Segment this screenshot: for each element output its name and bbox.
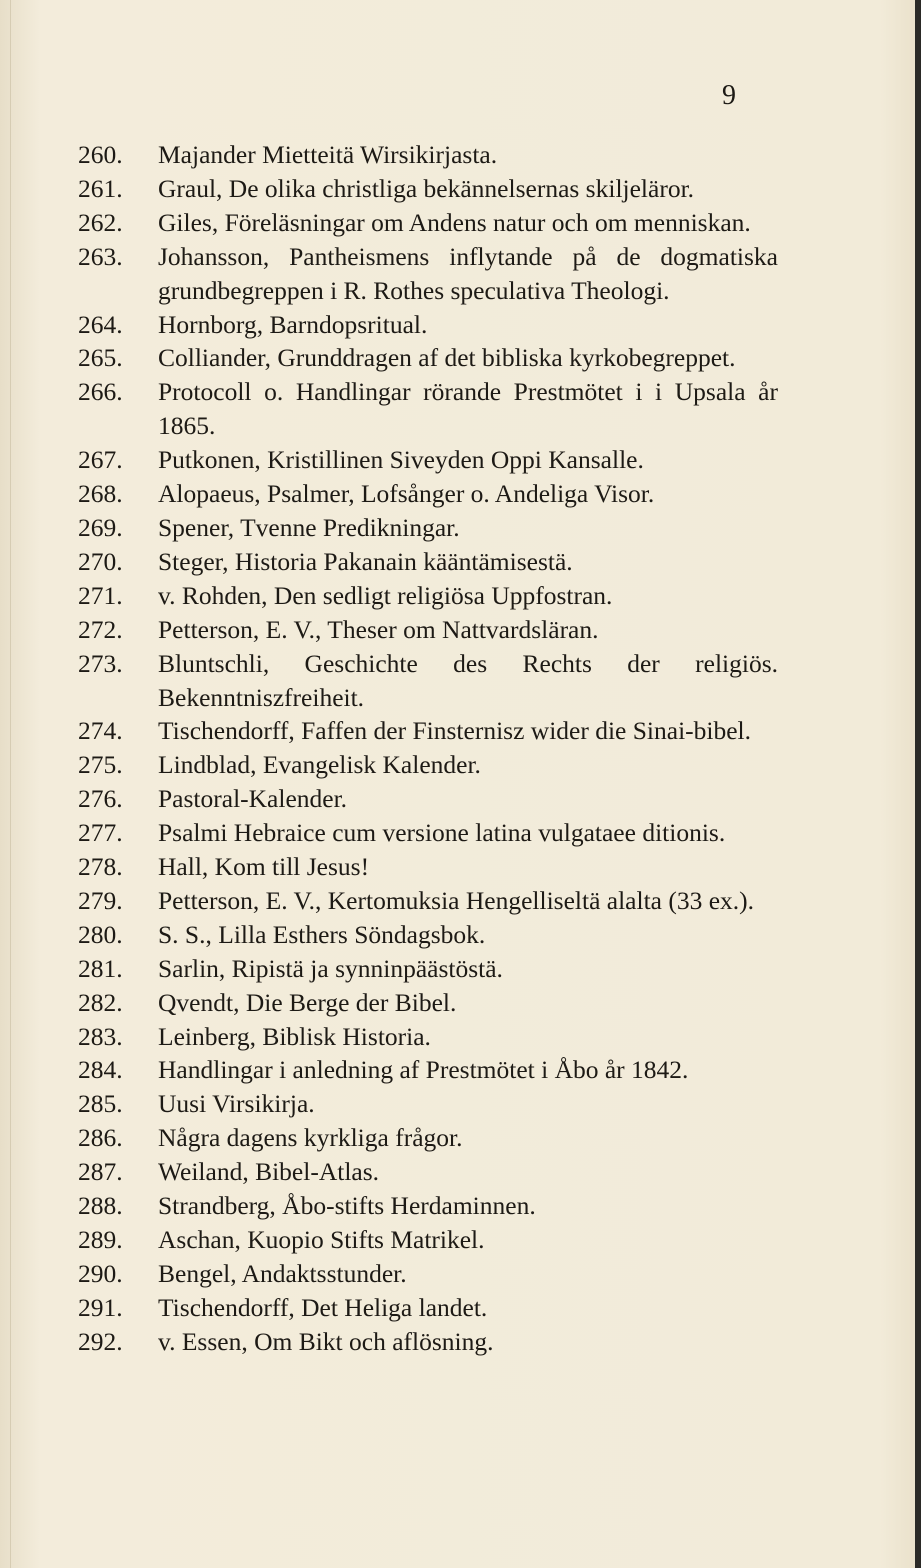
entry-text: Några dagens kyrkliga frågor. bbox=[158, 1123, 463, 1153]
entry-text: Majander Mietteitä Wirsikirjasta. bbox=[158, 140, 498, 169]
entry-number: 264. bbox=[78, 309, 123, 339]
entry-number: 288. bbox=[78, 1191, 123, 1221]
entry-number: 261. bbox=[78, 173, 123, 203]
list-item bbox=[78, 545, 778, 579]
list-item bbox=[78, 172, 778, 206]
list-item bbox=[78, 375, 778, 443]
entry-text: Lindblad, Evangelisk Kalender. bbox=[158, 750, 481, 780]
entry-number: 260. bbox=[78, 140, 123, 169]
entry-text: Weiland, Bibel-Atlas. bbox=[158, 1157, 380, 1187]
entry-number: 281. bbox=[78, 953, 123, 983]
entry-text: Tischendorff, Det Heliga landet. bbox=[158, 1292, 488, 1322]
entry-number: 278. bbox=[78, 852, 123, 882]
entry-text: Protocoll o. Handlingar rörande Prestmötet i i Upsala år 1865. bbox=[158, 377, 778, 441]
entry-number: 279. bbox=[78, 885, 123, 915]
list-item bbox=[78, 477, 778, 511]
entry-number: 292. bbox=[78, 1326, 123, 1356]
entry-number: 267. bbox=[78, 445, 123, 475]
entry-number: 269. bbox=[78, 512, 123, 542]
entry-number: 282. bbox=[78, 987, 123, 1017]
entry-number: 262. bbox=[78, 207, 123, 237]
list-item bbox=[78, 850, 778, 884]
entry-text: Strandberg, Åbo-stifts Herdaminnen. bbox=[158, 1191, 536, 1221]
entry-text: Psalmi Hebraice cum versione latina vulgataee ditionis. bbox=[158, 818, 726, 848]
entry-text: Hornborg, Barndopsritual. bbox=[158, 309, 428, 339]
entry-text: Pastoral-Kalender. bbox=[158, 784, 348, 814]
list-item bbox=[78, 206, 778, 240]
list-item bbox=[78, 816, 778, 850]
page-number: 9 bbox=[722, 80, 736, 111]
entry-text: v. Rohden, Den sedligt religiösa Uppfostran. bbox=[158, 580, 613, 610]
list-item bbox=[78, 918, 778, 952]
list-item bbox=[78, 782, 778, 816]
entry-text: Hall, Kom till Jesus! bbox=[158, 852, 370, 882]
list-item bbox=[78, 1325, 778, 1359]
list-item bbox=[78, 1155, 778, 1189]
entry-number: 284. bbox=[78, 1055, 123, 1085]
entry-text: Petterson, E. V., Kertomuksia Hengelliseltä alalta (33 ex.). bbox=[158, 885, 755, 915]
list-item bbox=[78, 1223, 778, 1257]
entry-text: Alopaeus, Psalmer, Lofsånger o. Andeliga Visor. bbox=[158, 479, 655, 509]
list-item bbox=[78, 952, 778, 986]
list-item bbox=[78, 714, 778, 748]
entry-text: Sarlin, Ripistä ja synninpäästöstä. bbox=[158, 953, 503, 983]
entry-text: Leinberg, Biblisk Historia. bbox=[158, 1021, 431, 1051]
page-edge-left bbox=[10, 0, 11, 1568]
entry-number: 275. bbox=[78, 750, 123, 780]
list-item bbox=[78, 138, 778, 172]
entry-number: 274. bbox=[78, 716, 123, 746]
entry-text: S. S., Lilla Esthers Söndagsbok. bbox=[158, 919, 486, 949]
entry-number: 286. bbox=[78, 1123, 123, 1153]
list-item bbox=[78, 748, 778, 782]
entry-number: 270. bbox=[78, 546, 123, 576]
list-item bbox=[78, 1291, 778, 1325]
entry-text: Spener, Tvenne Predikningar. bbox=[158, 512, 460, 542]
list-item bbox=[78, 1189, 778, 1223]
entry-number: 289. bbox=[78, 1225, 123, 1254]
list-item bbox=[78, 1257, 778, 1291]
entry-number: 287. bbox=[78, 1157, 123, 1187]
entry-number: 277. bbox=[78, 818, 123, 848]
entry-number: 266. bbox=[78, 377, 123, 407]
list-item bbox=[78, 443, 778, 477]
entry-text: Handlingar i anledning af Prestmötet i Åbo år 1842. bbox=[158, 1055, 689, 1085]
entry-number: 271. bbox=[78, 580, 123, 610]
entry-number: 291. bbox=[78, 1292, 123, 1322]
list-item bbox=[78, 308, 778, 342]
list-item bbox=[78, 884, 778, 918]
list-item bbox=[78, 341, 778, 375]
catalog-list bbox=[78, 138, 778, 1359]
entry-text: Putkonen, Kristillinen Siveyden Oppi Kansalle. bbox=[158, 445, 644, 475]
list-item bbox=[78, 579, 778, 613]
list-item bbox=[78, 1087, 778, 1121]
entry-text: Aschan, Kuopio Stifts Matrikel. bbox=[158, 1225, 485, 1254]
entry-number: 276. bbox=[78, 784, 123, 814]
list-item bbox=[78, 1053, 778, 1087]
entry-number: 265. bbox=[78, 343, 123, 373]
entry-text: Qvendt, Die Berge der Bibel. bbox=[158, 987, 457, 1017]
list-item bbox=[78, 240, 778, 308]
entry-number: 268. bbox=[78, 479, 123, 509]
page-edge-right bbox=[915, 0, 921, 1568]
entry-number: 273. bbox=[78, 648, 123, 678]
entry-text: v. Essen, Om Bikt och aflösning. bbox=[158, 1326, 494, 1356]
entry-text: Graul, De olika christliga bekännelsernas skiljeläror. bbox=[158, 173, 695, 203]
list-item bbox=[78, 511, 778, 545]
entry-text: Uusi Virsikirja. bbox=[158, 1089, 315, 1119]
list-item bbox=[78, 1020, 778, 1054]
entry-text: Steger, Historia Pakanain kääntämisestä. bbox=[158, 546, 573, 576]
entry-text: Bengel, Andaktsstunder. bbox=[158, 1258, 407, 1288]
entry-text: Bluntschli, Geschichte des Rechts der religiös. Bekenntniszfreiheit. bbox=[158, 648, 778, 712]
entry-number: 280. bbox=[78, 919, 123, 949]
list-item bbox=[78, 613, 778, 647]
entry-number: 283. bbox=[78, 1021, 123, 1051]
entry-text: Giles, Föreläsningar om Andens natur och om menniskan. bbox=[158, 207, 751, 237]
entry-number: 290. bbox=[78, 1258, 123, 1288]
entry-number: 263. bbox=[78, 241, 123, 271]
entry-text: Johansson, Pantheismens inflytande på de dogmatiska grundbegreppen i R. Rothes speculativa Theologi. bbox=[158, 241, 778, 305]
entry-text: Petterson, E. V., Theser om Nattvardsläran. bbox=[158, 614, 599, 644]
list-item bbox=[78, 647, 778, 715]
entry-text: Colliander, Grunddragen af det bibliska kyrkobegreppet. bbox=[158, 343, 736, 373]
entry-number: 272. bbox=[78, 614, 123, 644]
entry-number: 285. bbox=[78, 1089, 123, 1119]
list-item bbox=[78, 986, 778, 1020]
entry-text: Tischendorff, Faffen der Finsternisz wider die Sinai-bibel. bbox=[158, 716, 752, 746]
list-item bbox=[78, 1121, 778, 1155]
